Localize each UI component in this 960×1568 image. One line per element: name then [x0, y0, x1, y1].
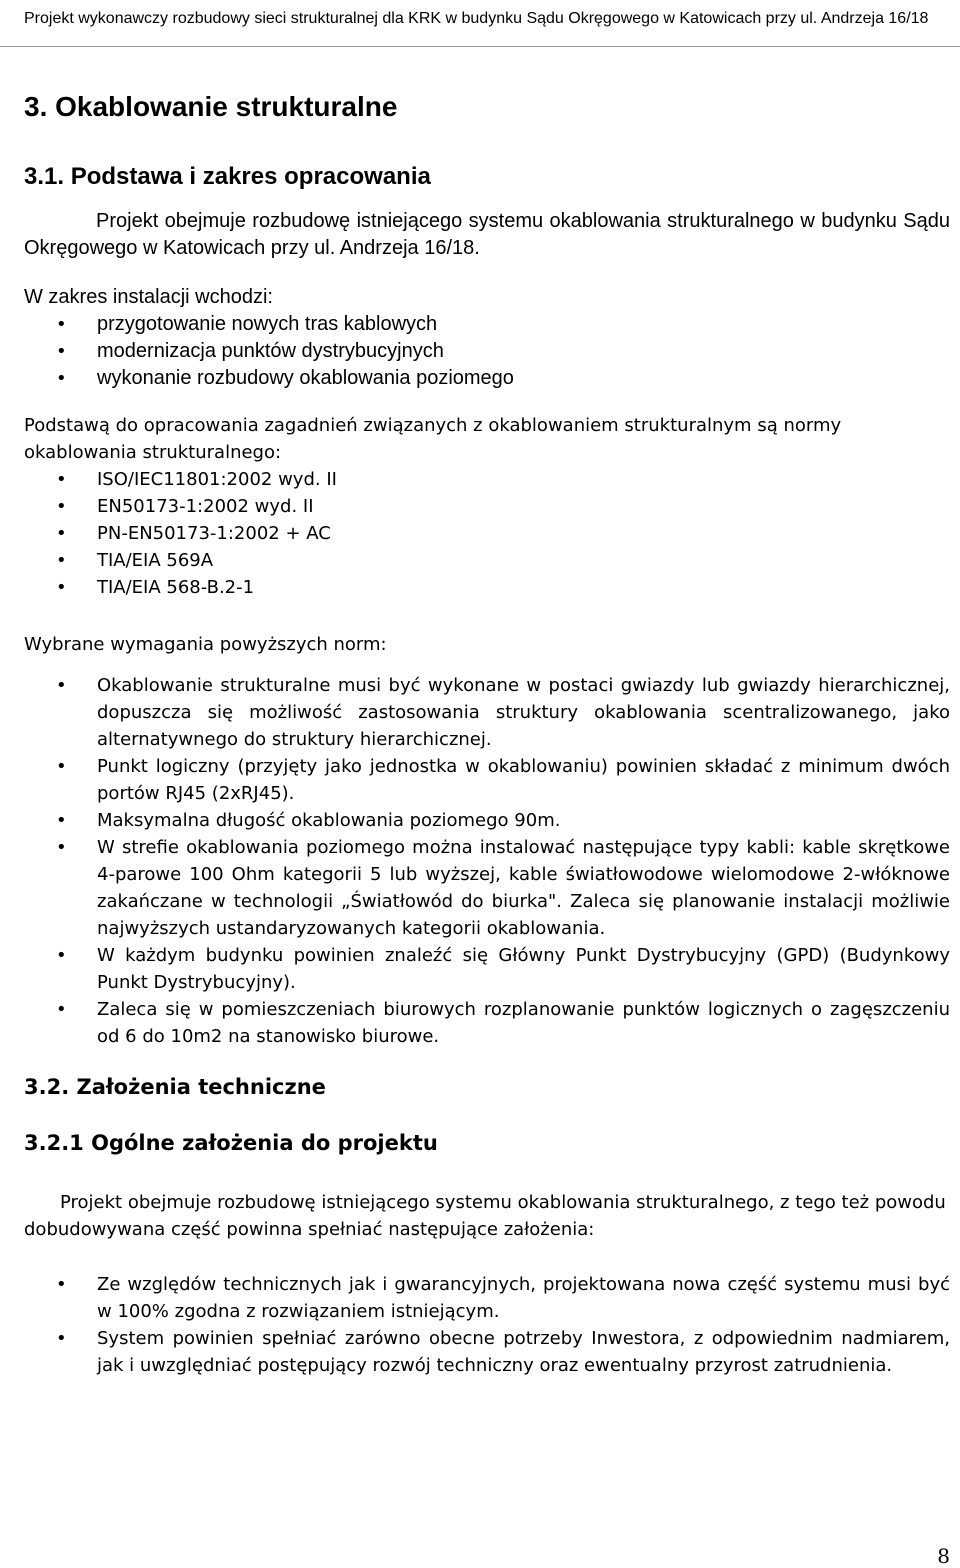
subsection-heading-3-2-1: 3.2.1 Ogólne założenia do projektu — [24, 1131, 438, 1156]
subsection-heading-3-1: 3.1. Podstawa i zakres opracowania — [24, 162, 431, 190]
list-item: • TIA/EIA 568-B.2-1 — [24, 574, 950, 601]
norms-list — [24, 466, 950, 601]
list-item: • W strefie okablowania poziomego można instalować następujące typy kabli: kable skrętkowe 4-parowe 100 Ohm kategorii 5 lub wyższej, kable światłowodowe wielomodowe 2-włóknowe zakańczane w technologii „Światłowód do biurka". Zaleca się planowanie instalacji możliwie najwyższych ustandaryzowanych kategorii okablowania. — [24, 834, 950, 942]
list-item: • ISO/IEC11801:2002 wyd. II — [24, 466, 950, 493]
list-item: • EN50173-1:2002 wyd. II — [24, 493, 950, 520]
scope-lead: W zakres instalacji wchodzi: — [24, 286, 273, 309]
section-heading: 3. Okablowanie strukturalne — [24, 91, 398, 122]
scope-list — [24, 311, 950, 392]
list-item: • W każdym budynku powinien znaleźć się Główny Punkt Dystrybucyjny (GPD) (Budynkowy Punkt Dystrybucyjny). — [24, 942, 950, 996]
list-item: • wykonanie rozbudowy okablowania poziomego — [24, 365, 950, 392]
list-item: • modernizacja punktów dystrybucyjnych — [24, 338, 950, 365]
requirements-lead: Wybrane wymagania powyższych norm: — [24, 634, 387, 656]
subsection-heading-3-2: 3.2. Założenia techniczne — [24, 1075, 326, 1100]
list-item: • przygotowanie nowych tras kablowych — [24, 311, 950, 338]
requirements-list — [24, 672, 950, 1050]
list-item: • Maksymalna długość okablowania poziomego 90m. — [24, 807, 950, 834]
norms-lead: Podstawą do opracowania zagadnień związanych z okablowaniem strukturalnym są normy okablowania strukturalnego: — [24, 415, 842, 464]
list-item: • PN-EN50173-1:2002 + AC — [24, 520, 950, 547]
document-body — [24, 92, 950, 1379]
list-item: • Ze względów technicznych jak i gwarancyjnych, projektowana nowa część systemu musi być w 100% zgodna z rozwiązaniem istniejącym. — [24, 1271, 950, 1325]
running-title: Projekt wykonawczy rozbudowy sieci strukturalnej dla KRK w budynku Sądu Okręgowego w Katowicach przy ul. Andrzeja 16/18 — [24, 10, 929, 27]
list-item: • Okablowanie strukturalne musi być wykonane w postaci gwiazdy lub gwiazdy hierarchicznej, dopuszcza się możliwość zastosowania struktury okablowania scentralizowanego, jako alternatywnego do struktury hierarchicznej. — [24, 672, 950, 753]
intro-paragraph: Projekt obejmuje rozbudowę istniejącego systemu okablowania strukturalnego w budynku Sądu Okręgowego w Katowicach przy ul. Andrzeja 16/18. — [24, 210, 950, 260]
list-item: • Punkt logiczny (przyjęty jako jednostka w okablowaniu) powinien składać z minimum dwóch portów RJ45 (2xRJ45). — [24, 753, 950, 807]
page-header — [0, 0, 960, 47]
general-assumptions-intro: Projekt obejmuje rozbudowę istniejącego systemu okablowania strukturalnego, z tego też powodu dobudowywana część powinna spełniać następujące założenia: — [24, 1192, 946, 1241]
assumptions-list — [24, 1271, 950, 1379]
list-item: • System powinien spełniać zarówno obecne potrzeby Inwestora, z odpowiednim nadmiarem, jak i uwzględniać postępujący rozwój techniczny oraz ewentualny przyrost zatrudnienia. — [24, 1325, 950, 1379]
list-item: • Zaleca się w pomieszczeniach biurowych rozplanowanie punktów logicznych o zagęszczeniu od 6 do 10m2 na stanowisko biurowe. — [24, 996, 950, 1050]
page-number: 8 — [937, 1544, 950, 1568]
list-item: • TIA/EIA 569A — [24, 547, 950, 574]
